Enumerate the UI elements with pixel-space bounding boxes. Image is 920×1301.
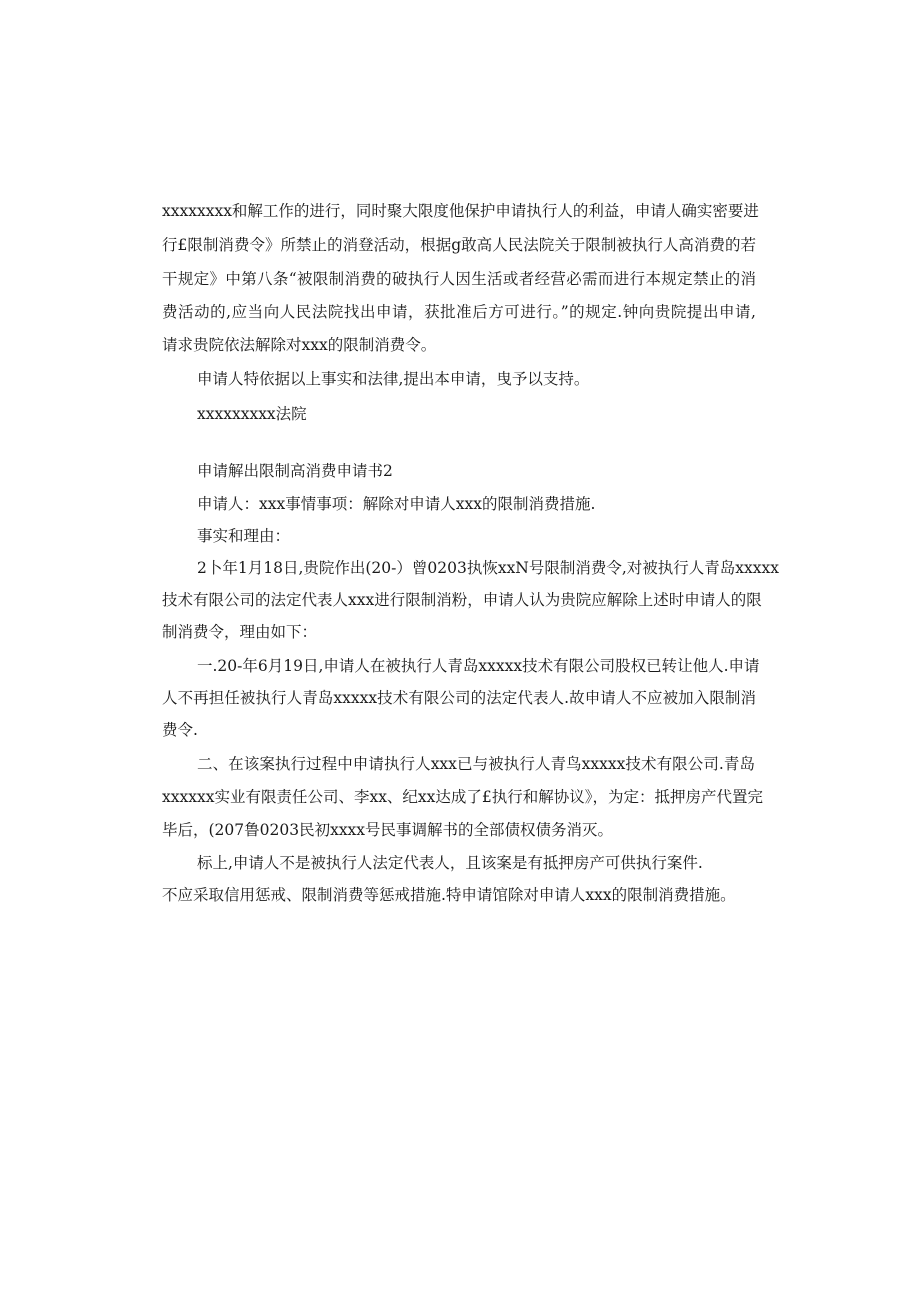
applicant-line: 申请人：xxx事情事项：解除对申请人xxx的限制消费措施. bbox=[197, 495, 596, 513]
reason-one-line-3: 费令. bbox=[162, 721, 198, 739]
facts-paragraph-line-3: 制消费令，理由如下： bbox=[162, 623, 318, 641]
reason-two-line-2: xxxxxx实业有限责任公司、李xx、纪xx达成了£执行和解协议》，为定：抵押房产代置完 bbox=[162, 788, 764, 806]
facts-heading: 事实和理由： bbox=[197, 527, 291, 545]
paragraph-1-line-4: 费活动的,应当向人民法院找出申请，获批准后方可进行。”的规定.钟向贵院提出申请, bbox=[162, 303, 756, 321]
conclusion-line-2: 不应采取信用惩戒、限制消费等惩戒措施.特申请馆除对申请人xxx的限制消费措施。 bbox=[162, 886, 736, 904]
reason-one-line-2: 人不再担任被执行人青岛xxxxx技术有限公司的法定代表人.故申请人不应被加入限制消 bbox=[162, 689, 756, 707]
document-title: 申请解出限制高消费申请书2 bbox=[197, 462, 393, 480]
request-statement: 申请人特依据以上事实和法律,提出本申请，曳予以支持。 bbox=[197, 370, 590, 388]
paragraph-1-line-5: 请求贵院依法解除对xxx的限制消费令。 bbox=[162, 336, 437, 354]
reason-two-line-1: 二、在该案执行过程中申请执行人xxx已与被执行人青鸟xxxxx技术有限公司.青岛 bbox=[197, 755, 755, 773]
conclusion-line-1: 标上,申请人不是被执行人法定代表人，且该案是有抵押房产可供执行案件. bbox=[197, 854, 703, 872]
paragraph-1-line-1: xxxxxxxx和解工作的进行，同时聚大限度他保护申请执行人的利益，申请人确实密要进 bbox=[162, 202, 759, 220]
facts-paragraph-line-2: 技术有限公司的法定代表人xxx进行限制消粉，申请人认为贵院应解除上述时申请人的限 bbox=[162, 591, 762, 609]
paragraph-1-line-2: 行£限制消费令》所禁止的消登活动，根据g敢高人民法院关于限制被执行人高消费的若 bbox=[162, 236, 756, 254]
court-name: xxxxxxxxx法院 bbox=[197, 405, 307, 423]
reason-one-line-1: 一.20-年6月19日,申请人在被执行人青岛xxxxx技术有限公司股权已转让他人.申请 bbox=[197, 657, 760, 675]
facts-paragraph-line-1: 2卜年1月18日,贵院作出(20-）曾0203执恢xxN号限制消费令,对被执行人青岛xxxxx bbox=[197, 559, 780, 577]
paragraph-1-line-3: 干规定》中第八条“被限制消费的破执行人因生活或者经营必需而进行本规定禁止的消 bbox=[162, 270, 756, 288]
reason-two-line-3: 毕后，(207鲁0203民初xxxx号民事调解书的全部债权债务消灭。 bbox=[162, 821, 614, 839]
